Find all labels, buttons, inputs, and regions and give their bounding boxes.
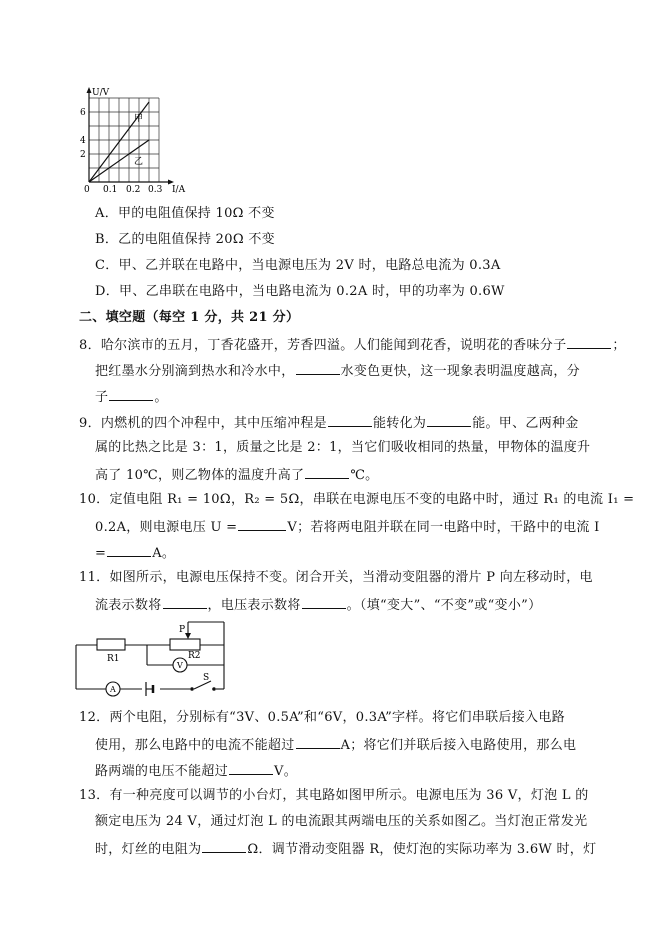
q11-text-2c: 。（填“变大”、“不变”或“变小”） xyxy=(346,598,542,613)
q8-text-1: 8．哈尔滨市的五月，丁香花盛开，芳香四溢。人们能闻到花香，说明花的香味分子 xyxy=(79,338,567,353)
label-s: S xyxy=(203,673,210,683)
slider-arrow xyxy=(185,633,191,639)
q8-text-2a: 把红墨水分别滴到热水和冷水中， xyxy=(95,364,295,379)
resistor-r2 xyxy=(170,639,200,650)
label-v: V xyxy=(177,661,183,670)
answer-blank[interactable] xyxy=(202,839,246,853)
q11-line2 xyxy=(95,595,541,615)
q10-line3 xyxy=(95,543,175,563)
x-axis-arrow xyxy=(168,180,174,185)
y-axis-arrow xyxy=(87,87,92,93)
option-b: B．乙的电阻值保持 20Ω 不变 xyxy=(95,232,275,247)
y-axis-label: U/V xyxy=(92,88,110,98)
q11-line1: 11．如图所示，电源电压保持不变。闭合开关，当滑动变阻器的滑片 P 向左移动时，电 xyxy=(79,570,593,585)
label-r2: R2 xyxy=(188,651,201,661)
q9-line1 xyxy=(79,413,579,433)
q9-text-3b: ℃。 xyxy=(350,468,379,483)
q8-line3 xyxy=(95,387,168,407)
ui-graph xyxy=(70,86,200,194)
q12-line2 xyxy=(95,735,576,755)
label-p: P xyxy=(179,625,186,635)
x-tick-0: 0 xyxy=(84,185,90,194)
q9-line2: 属的比热之比是 3：1，质量之比是 2：1，当它们吸收相同的热量，甲物体的温度升 xyxy=(95,440,591,455)
y-tick-4: 4 xyxy=(80,136,86,146)
answer-blank[interactable] xyxy=(427,413,471,427)
switch-contact-right xyxy=(212,687,216,691)
q8-text-3b: 。 xyxy=(154,390,168,405)
switch-contact-left xyxy=(190,687,194,691)
resistor-r1 xyxy=(97,639,125,650)
answer-blank[interactable] xyxy=(229,761,273,775)
option-d: D．甲、乙串联在电路中，当电路电流为 0.2A 时，甲的功率为 0.6W xyxy=(95,284,505,299)
q8-text-1-end: ； xyxy=(612,338,626,353)
q13-text-3a: 时，灯丝的电阻为 xyxy=(95,842,202,857)
q11-text-2a: 流表示数将 xyxy=(95,598,162,613)
y-tick-6: 6 xyxy=(80,108,86,118)
q8-text-3a: 子 xyxy=(95,390,109,405)
q9-text-1c: 能。甲、乙两种金 xyxy=(472,416,579,431)
q8-line2 xyxy=(95,361,580,381)
section-title: 二、填空题（每空 1 分，共 21 分） xyxy=(79,310,300,325)
q13-line3 xyxy=(95,839,596,859)
q13-line2: 额定电压为 24 V，通过灯泡 L 的电流跟其两端电压的关系如图乙。当灯泡正常发光 xyxy=(95,814,588,829)
answer-blank[interactable] xyxy=(296,735,340,749)
q10-line1: 10．定值电阻 R₁ = 10Ω，R₂ = 5Ω，串联在电源电压不变的电路中时，通过 R₁ 的电流 I₁ = xyxy=(79,492,635,507)
circuit-diagram xyxy=(70,618,232,698)
q13-text-3b: Ω．调节滑动变阻器 R，使灯泡的实际功率为 3.6W 时，灯 xyxy=(247,842,597,857)
answer-blank[interactable] xyxy=(567,335,611,349)
q12-text-2b: A；将它们并联后接入电路使用，那么电 xyxy=(340,738,577,753)
x-tick-02: 0.2 xyxy=(126,185,141,194)
q12-text-3b: V。 xyxy=(274,764,298,779)
q12-text-2a: 使用，那么电路中的电流不能超过 xyxy=(95,738,295,753)
q9-text-1b: 能转化为 xyxy=(372,416,427,431)
option-a: A．甲的电阻值保持 10Ω 不变 xyxy=(95,206,275,221)
answer-blank[interactable] xyxy=(107,543,151,557)
q9-text-1a: 9．内燃机的四个冲程中，其中压缩冲程是 xyxy=(79,416,327,431)
q8-text-2b: 水变色更快，这一现象表明温度越高，分 xyxy=(340,364,580,379)
q10-text-2a: 0.2A，则电源电压 U = xyxy=(95,520,238,535)
q12-text-3a: 路两端的电压不能超过 xyxy=(95,764,229,779)
q10-line2 xyxy=(95,517,600,537)
answer-blank[interactable] xyxy=(163,595,207,609)
q13-line1: 13．有一种亮度可以调节的小台灯，其电路如图甲所示。电源电压为 36 V，灯泡 L 的 xyxy=(79,788,589,803)
answer-blank[interactable] xyxy=(302,595,346,609)
answer-blank[interactable] xyxy=(109,387,153,401)
label-a: A xyxy=(110,685,116,694)
label-r1: R1 xyxy=(107,654,120,664)
q8-line1 xyxy=(79,335,626,355)
answer-blank[interactable] xyxy=(238,517,286,531)
q9-text-3a: 高了 10℃，则乙物体的温度升高了 xyxy=(95,468,305,483)
y-tick-2: 2 xyxy=(80,150,86,160)
q10-text-2b: V；若将两电阻并联在同一电路中时，干路中的电流 I xyxy=(287,520,600,535)
answer-blank[interactable] xyxy=(328,413,372,427)
option-c: C．甲、乙并联在电路中，当电源电压为 2V 时，电路总电流为 0.3A xyxy=(95,258,501,273)
q10-text-3b: A。 xyxy=(152,546,176,561)
answer-blank[interactable] xyxy=(296,361,340,375)
series-yi-label: 乙 xyxy=(134,157,144,167)
x-axis-label: I/A xyxy=(172,185,186,194)
q9-line3 xyxy=(95,465,378,485)
q12-line1: 12．两个电阻，分别标有“3V、0.5A”和“6V，0.3A”字样。将它们串联后接入电路 xyxy=(79,710,565,725)
q12-line3 xyxy=(95,761,297,781)
q10-text-3a: = xyxy=(95,546,107,561)
series-jia-label: 甲 xyxy=(134,114,144,124)
q11-text-2b: ，电压表示数将 xyxy=(207,598,301,613)
x-tick-01: 0.1 xyxy=(103,185,118,194)
answer-blank[interactable] xyxy=(305,465,349,479)
x-tick-03: 0.3 xyxy=(148,185,163,194)
